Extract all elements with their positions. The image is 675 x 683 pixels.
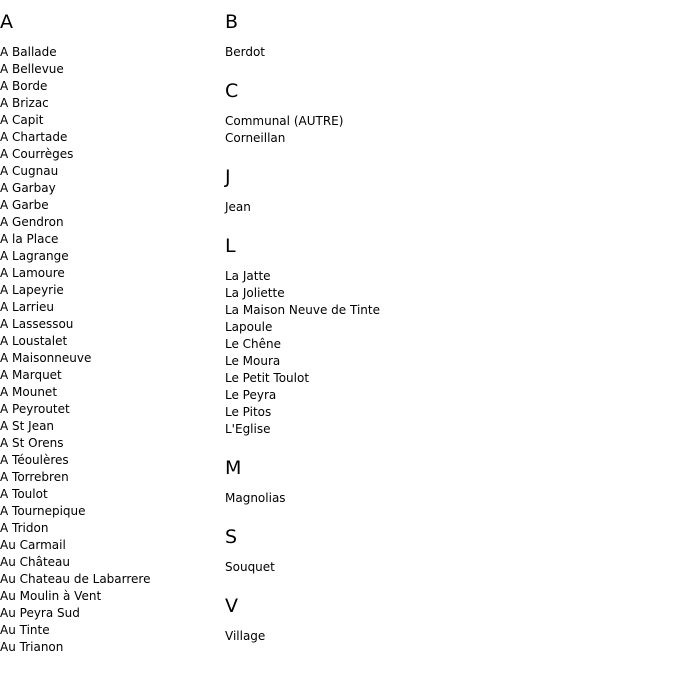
list-item[interactable]: A Tridon (0, 521, 49, 535)
list-item[interactable]: A Toulot (0, 487, 48, 501)
list-item[interactable]: Corneillan (225, 131, 286, 145)
list-item[interactable]: Au Carmail (0, 538, 66, 552)
right-column (225, 0, 665, 645)
list-item[interactable]: Au Château (0, 555, 71, 569)
list-item[interactable]: A St Orens (0, 436, 64, 450)
list-item[interactable]: Berdot (225, 45, 266, 59)
list-item[interactable]: A Téoulères (0, 453, 69, 467)
list-item[interactable]: Le Moura (225, 354, 281, 368)
list-item[interactable]: A Mounet (0, 385, 58, 399)
list-item[interactable]: Au Chateau de Labarrere (0, 572, 151, 586)
letter-group-b (225, 0, 665, 61)
list-item[interactable]: Le Pitos (225, 405, 272, 419)
list-item[interactable]: A Lassessou (0, 317, 74, 331)
list-item[interactable]: Souquet (225, 560, 275, 574)
entry-list (225, 102, 665, 147)
list-item[interactable]: A Peyroutet (0, 402, 70, 416)
letter-group-m (225, 438, 665, 507)
list-item[interactable]: L'Eglise (225, 422, 271, 436)
letter-group-l (225, 216, 665, 438)
list-item[interactable]: Le Petit Toulot (225, 371, 310, 385)
list-item[interactable]: A Larrieu (0, 300, 55, 314)
letter-heading: J (225, 166, 231, 188)
list-item[interactable]: Au Trianon (0, 640, 64, 654)
entry-list (225, 188, 665, 216)
list-item[interactable]: A Torrebren (0, 470, 69, 484)
list-item[interactable]: A Lapeyrie (0, 283, 64, 297)
list-item[interactable]: La Maison Neuve de Tinte (225, 303, 380, 317)
list-item[interactable]: Au Moulin à Vent (0, 589, 102, 603)
list-item[interactable]: A Chartade (0, 130, 68, 144)
list-item[interactable]: Le Peyra (225, 388, 277, 402)
list-item[interactable]: A Bellevue (0, 62, 64, 76)
letter-group-c (225, 61, 665, 147)
entry-list (225, 33, 665, 61)
letter-heading: C (225, 80, 239, 102)
entry-list (225, 479, 665, 507)
list-item[interactable]: Au Peyra Sud (0, 606, 80, 620)
list-item[interactable]: A Gendron (0, 215, 64, 229)
list-item[interactable]: A Cugnau (0, 164, 59, 178)
list-item[interactable]: A Lamoure (0, 266, 65, 280)
list-item[interactable]: A Lagrange (0, 249, 69, 263)
list-item[interactable]: A Brizac (0, 96, 49, 110)
list-item[interactable]: La Jatte (225, 269, 271, 283)
list-item[interactable]: Village (225, 629, 266, 643)
letter-group-a (0, 0, 220, 656)
letter-heading: M (225, 457, 242, 479)
list-item[interactable]: Jean (225, 200, 251, 214)
list-item[interactable]: Lapoule (225, 320, 273, 334)
list-item[interactable]: A la Place (0, 232, 59, 246)
list-item[interactable]: A Loustalet (0, 334, 68, 348)
letter-heading: B (225, 11, 239, 33)
entry-list (225, 617, 665, 645)
letter-heading: S (225, 526, 238, 548)
list-item[interactable]: A Tournepique (0, 504, 86, 518)
list-item[interactable]: Le Chêne (225, 337, 282, 351)
list-item[interactable]: A Courrèges (0, 147, 74, 161)
left-column (0, 0, 220, 656)
list-item[interactable]: Communal (AUTRE) (225, 114, 344, 128)
letter-heading: A (0, 11, 13, 33)
letter-group-s (225, 507, 665, 576)
entry-list (225, 548, 665, 576)
list-item[interactable]: A St Jean (0, 419, 55, 433)
list-item[interactable]: Magnolias (225, 491, 286, 505)
list-item[interactable]: A Maisonneuve (0, 351, 92, 365)
list-item[interactable]: A Capit (0, 113, 44, 127)
list-item[interactable]: A Ballade (0, 45, 57, 59)
list-item[interactable]: A Marquet (0, 368, 62, 382)
list-item[interactable]: A Garbe (0, 198, 49, 212)
list-item[interactable]: A Garbay (0, 181, 56, 195)
list-item[interactable]: A Borde (0, 79, 48, 93)
letter-group-v (225, 576, 665, 645)
list-item[interactable]: La Joliette (225, 286, 285, 300)
letter-group-j (225, 147, 665, 216)
letter-heading: V (225, 595, 238, 617)
letter-heading: L (225, 235, 236, 257)
entry-list (0, 33, 220, 656)
list-item[interactable]: Au Tinte (0, 623, 50, 637)
entry-list (225, 257, 665, 438)
